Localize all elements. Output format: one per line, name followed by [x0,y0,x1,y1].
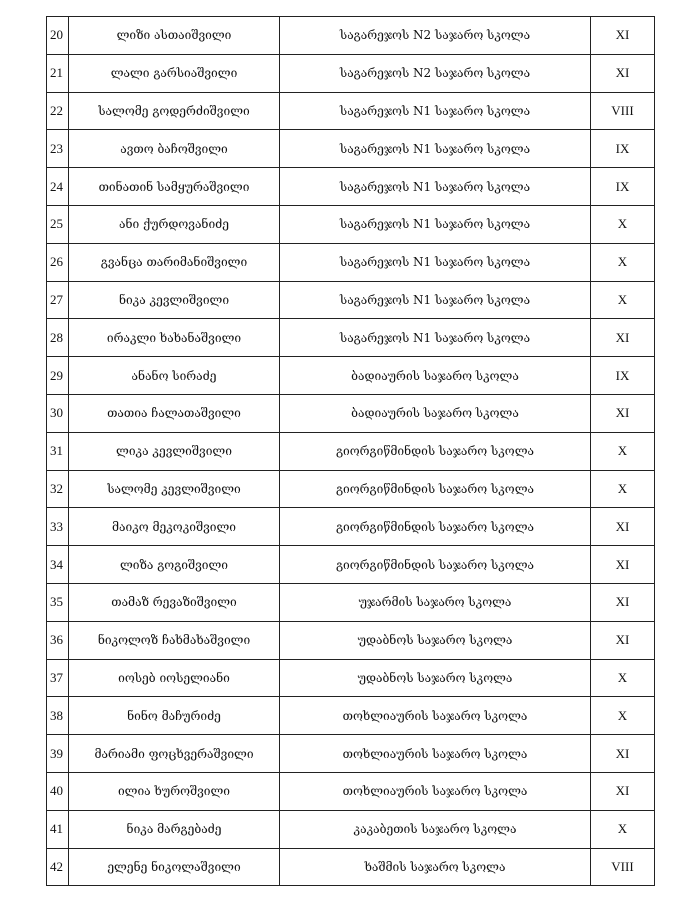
row-number: 21 [47,54,69,92]
table-row [47,583,655,621]
student-name: ანანო სირაძე [69,357,280,395]
student-name: მარიამი ფოცხვერაშვილი [69,735,280,773]
table-row [47,772,655,810]
row-number: 29 [47,357,69,395]
row-number: 25 [47,205,69,243]
row-number: 28 [47,319,69,357]
roster-body [47,17,655,886]
school-name: უჯარმის საჯარო სკოლა [280,583,591,621]
student-name: ლიზა გოგიშვილი [69,546,280,584]
table-row [47,17,655,55]
table-row [47,848,655,886]
school-name: გიორგიწმინდის საჯარო სკოლა [280,546,591,584]
student-name: ილია ხუროშვილი [69,772,280,810]
school-name: გიორგიწმინდის საჯარო სკოლა [280,508,591,546]
school-name: საგარეჯოს N1 საჯარო სკოლა [280,92,591,130]
grade-level: XI [591,319,655,357]
student-name: ავთო ბაჩოშვილი [69,130,280,168]
school-name: ბადიაურის საჯარო სკოლა [280,357,591,395]
row-number: 20 [47,17,69,55]
student-name: თათია ჩალათაშვილი [69,394,280,432]
grade-level: XI [591,735,655,773]
school-name: საგარეჯოს N1 საჯარო სკოლა [280,243,591,281]
row-number: 37 [47,659,69,697]
table-row [47,735,655,773]
row-number: 40 [47,772,69,810]
grade-level: VIII [591,848,655,886]
student-name: ლალი გარსიაშვილი [69,54,280,92]
row-number: 34 [47,546,69,584]
student-name: ნიკოლოზ ჩახმახაშვილი [69,621,280,659]
student-name: სალომე კევლიშვილი [69,470,280,508]
row-number: 38 [47,697,69,735]
grade-level: X [591,205,655,243]
school-name: უდაბნოს საჯარო სკოლა [280,659,591,697]
table-row [47,546,655,584]
grade-level: X [591,659,655,697]
school-name: გიორგიწმინდის საჯარო სკოლა [280,470,591,508]
student-name: თინათინ სამყურაშვილი [69,168,280,206]
row-number: 22 [47,92,69,130]
row-number: 42 [47,848,69,886]
student-name: ნიკა მარგებაძე [69,810,280,848]
table-row [47,281,655,319]
row-number: 35 [47,583,69,621]
grade-level: IX [591,168,655,206]
table-row [47,168,655,206]
row-number: 30 [47,394,69,432]
table-row [47,659,655,697]
table-row [47,508,655,546]
student-name: ირაკლი ხახანაშვილი [69,319,280,357]
grade-level: X [591,243,655,281]
student-name: მაიკო მეკოკიშვილი [69,508,280,546]
school-name: საგარეჯოს N1 საჯარო სკოლა [280,281,591,319]
table-row [47,810,655,848]
table-row [47,357,655,395]
table-row [47,130,655,168]
school-name: თოხლიაურის საჯარო სკოლა [280,772,591,810]
table-row [47,243,655,281]
row-number: 32 [47,470,69,508]
row-number: 36 [47,621,69,659]
student-name: ანი ქურდოვანიძე [69,205,280,243]
row-number: 41 [47,810,69,848]
student-name: იოსებ იოსელიანი [69,659,280,697]
grade-level: XI [591,583,655,621]
school-name: გიორგიწმინდის საჯარო სკოლა [280,432,591,470]
student-name: ლიკა კევლიშვილი [69,432,280,470]
school-name: საგარეჯოს N1 საჯარო სკოლა [280,319,591,357]
row-number: 39 [47,735,69,773]
school-name: საგარეჯოს N2 საჯარო სკოლა [280,17,591,55]
table-row [47,394,655,432]
grade-level: XI [591,54,655,92]
table-row [47,621,655,659]
student-name: ელენე ნიკოლაშვილი [69,848,280,886]
student-name: ლიზი ასთაიშვილი [69,17,280,55]
grade-level: X [591,697,655,735]
grade-level: X [591,432,655,470]
student-name: ნინო მაჩურიძე [69,697,280,735]
table-row [47,54,655,92]
grade-level: X [591,470,655,508]
grade-level: XI [591,508,655,546]
student-name: გვანცა თარიმანიშვილი [69,243,280,281]
row-number: 23 [47,130,69,168]
school-name: თოხლიაურის საჯარო სკოლა [280,697,591,735]
row-number: 27 [47,281,69,319]
table-row [47,92,655,130]
school-name: საგარეჯოს N1 საჯარო სკოლა [280,168,591,206]
student-roster-table [46,16,655,886]
school-name: საგარეჯოს N1 საჯარო სკოლა [280,205,591,243]
row-number: 33 [47,508,69,546]
grade-level: VIII [591,92,655,130]
school-name: უდაბნოს საჯარო სკოლა [280,621,591,659]
school-name: საგარეჯოს N1 საჯარო სკოლა [280,130,591,168]
student-name: ნიკა კევლიშვილი [69,281,280,319]
school-name: კაკაბეთის საჯარო სკოლა [280,810,591,848]
grade-level: XI [591,621,655,659]
table-row [47,697,655,735]
table-row [47,470,655,508]
school-name: საგარეჯოს N2 საჯარო სკოლა [280,54,591,92]
grade-level: IX [591,130,655,168]
grade-level: X [591,281,655,319]
school-name: ბადიაურის საჯარო სკოლა [280,394,591,432]
grade-level: XI [591,772,655,810]
school-name: თოხლიაურის საჯარო სკოლა [280,735,591,773]
table-row [47,432,655,470]
table-row [47,319,655,357]
student-name: თამაზ რევაზიშვილი [69,583,280,621]
grade-level: IX [591,357,655,395]
school-name: ხაშმის საჯარო სკოლა [280,848,591,886]
table-row [47,205,655,243]
grade-level: XI [591,546,655,584]
grade-level: XI [591,394,655,432]
row-number: 31 [47,432,69,470]
student-name: სალომე გოდერძიშვილი [69,92,280,130]
row-number: 24 [47,168,69,206]
grade-level: X [591,810,655,848]
row-number: 26 [47,243,69,281]
grade-level: XI [591,17,655,55]
